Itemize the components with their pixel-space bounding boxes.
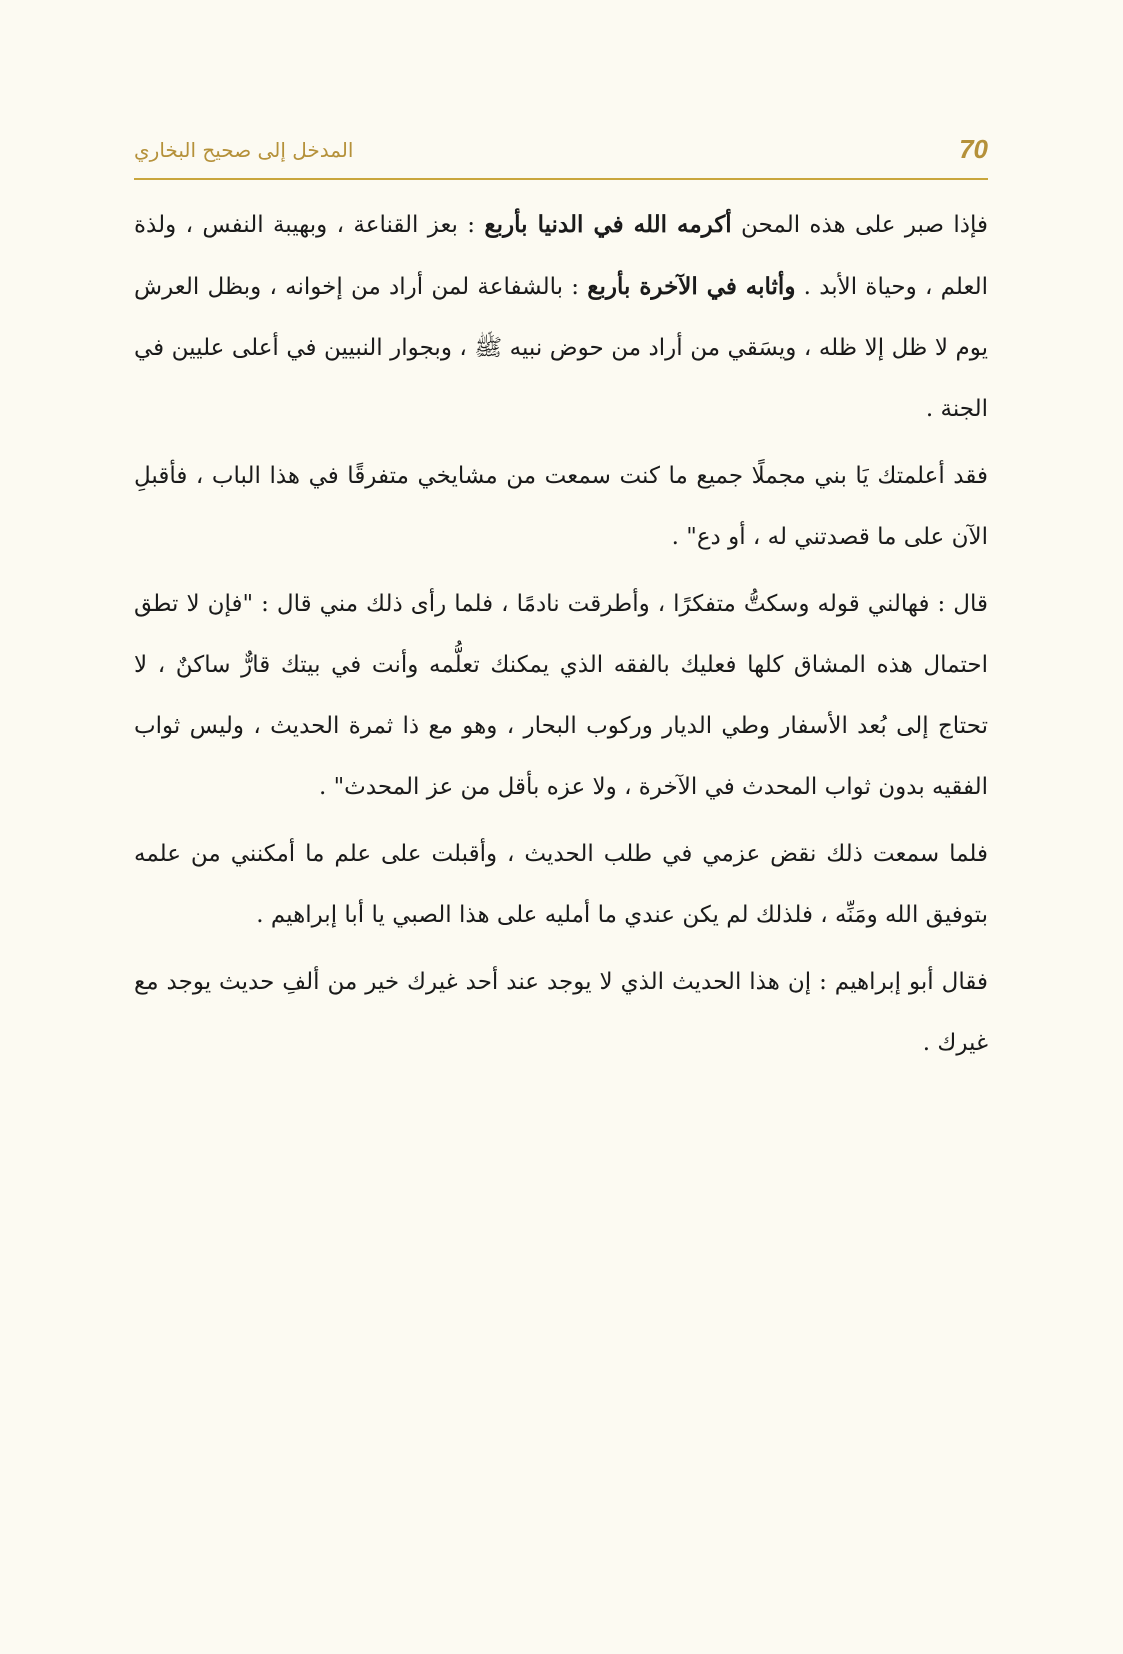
running-header — [134, 130, 988, 180]
bold-text-segment: أكرمه الله في الدنيا بأربع — [484, 211, 732, 238]
paragraph — [134, 446, 988, 568]
book-page — [134, 130, 988, 1580]
bold-text-segment: وأثابه في الآخرة بأربع — [587, 273, 796, 300]
text-segment: فإذا صبر على هذه المحن — [731, 212, 988, 238]
text-segment: فقال أبو إبراهيم : إن هذا الحديث الذي لا يوجد عند أحد غيرك خير من ألفِ حديث يوجد مع غيرك . — [134, 969, 988, 1056]
text-segment: قال : فهالني قوله وسكتُّ متفكرًا ، وأطرقت نادمًا ، فلما رأى ذلك مني قال : "فإن لا تطق احتمال هذه المشاق كلها فعليك بالفقه الذي يمكنك تعلُّمه وأنت في بيتك قارٌّ ساكنٌ ، لا تحتاج إلى بُعد الأسفار وطي الديار وركوب البحار ، وهو مع ذا ثمرة الحديث ، وليس ثواب الفقيه بدون ثواب المحدث في الآخرة ، ولا عزه بأقل من عز المحدث" . — [134, 591, 988, 800]
page-body — [134, 194, 988, 1074]
book-title: المدخل إلى صحيح البخاري — [134, 138, 354, 162]
text-segment: : بالشفاعة لمن أراد من إخوانه ، وبظل العرش يوم لا ظل إلا ظله ، ويسَقي من أراد من حوض نبيه ﷺ ، وبجوار النبيين في أعلى عليين في الجنة . — [134, 274, 988, 422]
paragraph — [134, 194, 988, 440]
text-segment: : بعز القناعة ، وبهيبة النفس ، ولذة العلم ، وحياة الأبد . — [134, 212, 989, 300]
paragraph — [134, 824, 988, 946]
paragraph — [134, 952, 988, 1074]
text-segment: فلما سمعت ذلك نقض عزمي في طلب الحديث ، وأقبلت على علم ما أمكنني من علمه بتوفيق الله ومَنِّه ، فلذلك لم يكن عندي ما أمليه على هذا الصبي يا أبا إبراهيم . — [134, 841, 988, 928]
page-number: 70 — [959, 134, 988, 164]
paragraph — [134, 574, 988, 818]
text-segment: فقد أعلمتك يَا بني مجملًا جميع ما كنت سمعت من مشايخي متفرقًا في هذا الباب ، فأقبلِ الآن على ما قصدتني له ، أو دع" . — [134, 463, 988, 550]
